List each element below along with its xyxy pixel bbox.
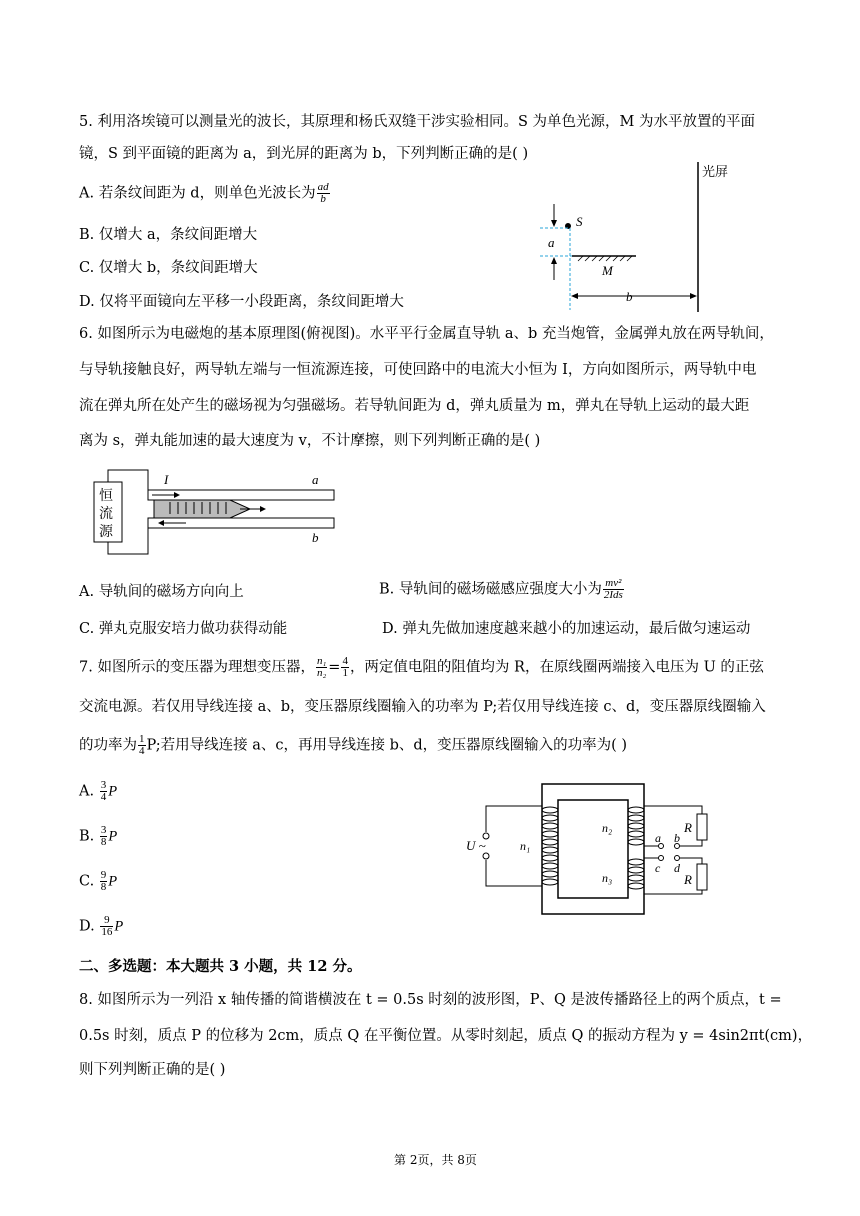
section-2-heading: 二、多选题：本大题共 3 小题，共 12 分。 <box>79 958 362 975</box>
secondary-coil-n2 <box>628 807 644 845</box>
option-label: B. <box>79 828 99 845</box>
resistor-r1 <box>697 814 707 840</box>
q7-line2: 交流电源。若仅用导线连接 a、b，变压器原线圈输入的功率为 P;若仅用导线连接 c、d，变压器原线圈输入 <box>79 699 766 715</box>
q5-option-a-fraction <box>317 182 330 205</box>
q7-option-c <box>79 870 117 893</box>
frac-num: mv² <box>603 578 624 590</box>
primary-wire-bottom <box>486 860 542 886</box>
source-label-2: 流 <box>99 507 113 522</box>
q6-option-b <box>379 578 625 601</box>
option-fraction <box>100 825 108 848</box>
q6-railgun-figure <box>90 462 350 562</box>
frac-num: 9 <box>100 869 107 881</box>
q6-option-a: A. 导轨间的磁场方向向上 <box>79 584 244 600</box>
q7-line1 <box>79 656 764 679</box>
q6-line3: 流在弹丸所在处产生的磁场视为匀强磁场。若导轨间距为 d，弹丸质量为 m，弹丸在导轨上运动的最大距 <box>79 398 750 414</box>
resistor-r2-label: R <box>684 872 692 887</box>
n2-label: n₂ <box>602 821 613 835</box>
secondary-coil-n3 <box>628 859 644 889</box>
q8-line2: 0.5s 时刻，质点 P 的位移为 2cm，质点 Q 在平衡位置。从零时刻起，质点 Q 的振动方程为 y = 4sin2πt(cm)， <box>79 1028 813 1044</box>
terminal-c <box>659 856 664 861</box>
option-tail: P <box>108 873 118 890</box>
q7-line1-b: ，两定值电阻的阻值均为 R，在原线圈两端接入电压为 U 的正弦 <box>349 659 764 676</box>
distance-b-label: b <box>626 289 633 304</box>
voltage-u-label: U ~ <box>466 838 486 853</box>
frac-num: 4 <box>342 655 348 667</box>
q6-option-c: C. 弹丸克服安培力做功获得动能 <box>79 621 288 637</box>
resistor-r1-label: R <box>684 820 692 835</box>
arrowhead <box>260 506 266 512</box>
q8-line1: 8. 如图所示为一列沿 x 轴传播的简谐横波在 t = 0.5s 时刻的波形图，P、Q 是波传播路径上的两个质点，t = <box>79 992 782 1008</box>
terminal-d <box>675 856 680 861</box>
core-inner <box>558 800 628 898</box>
q5-option-a <box>79 182 331 205</box>
option-label: D. <box>79 918 100 935</box>
q5-option-c: C. 仅增大 b，条纹间距增大 <box>79 260 258 276</box>
option-tail: P <box>108 783 118 800</box>
source-label-1: 恒 <box>99 489 113 504</box>
primary-wire-top <box>486 806 542 832</box>
option-fraction <box>100 870 108 893</box>
arrowhead <box>571 293 578 299</box>
terminal-b-label: b <box>674 831 680 845</box>
q6-option-d: D. 弹丸先做加速度越来越小的加速运动，最后做匀速运动 <box>382 621 751 637</box>
mirror-m-label: M <box>602 263 613 278</box>
frac-num: n₁ <box>316 655 327 667</box>
arrowhead <box>551 220 557 227</box>
q8-line3: 则下列判断正确的是( ) <box>79 1062 226 1078</box>
frac-num: 3 <box>100 824 107 836</box>
q5-option-b: B. 仅增大 a，条纹间距增大 <box>79 227 258 243</box>
frac-num: 1 <box>139 733 145 745</box>
q5-line2: 镜，S 到平面镜的距离为 a，到光屏的距离为 b，下列判断正确的是( ) <box>79 146 529 162</box>
q5-lloyd-mirror-figure <box>530 158 730 318</box>
q7-option-a <box>79 780 117 803</box>
frac-den: 8 <box>100 836 107 848</box>
source-s-label: S <box>576 214 583 229</box>
page-footer: 第 2页，共 8页 <box>394 1153 477 1167</box>
frac-num: 3 <box>100 779 107 791</box>
q7-option-b <box>79 825 117 848</box>
q7-option-d <box>79 915 123 938</box>
frac-den: b <box>320 193 326 205</box>
n1-label: n₁ <box>520 839 531 853</box>
terminal-u-bottom <box>483 853 489 859</box>
rail-b-label: b <box>312 530 319 545</box>
n3-label: n₃ <box>602 871 613 885</box>
frac-den: 16 <box>101 926 113 938</box>
q6-option-b-fraction <box>603 578 624 601</box>
current-i-label: I <box>164 472 169 487</box>
option-tail: P <box>114 918 124 935</box>
frac-den: 2Ids <box>603 589 623 601</box>
distance-a-label: a <box>548 235 555 250</box>
q6-line2: 与导轨接触良好，两导轨左端与一恒流源连接，可使回路中的电流大小恒为 I，方向如图所示，两导轨中电 <box>79 362 757 378</box>
primary-coil <box>542 807 558 885</box>
q7-line3 <box>79 734 627 757</box>
frac-den: 1 <box>342 667 348 679</box>
terminal-a-label: a <box>655 831 661 845</box>
q6-line4: 离为 s，弹丸能加速的最大速度为 v，不计摩擦，则下列判断正确的是( ) <box>79 433 541 449</box>
q5-line1: 5. 利用洛埃镜可以测量光的波长，其原理和杨氏双缝干涉实验相同。S 为单色光源，M 为水平放置的平面 <box>79 114 755 130</box>
q7-transformer-figure <box>462 780 722 920</box>
arrowhead <box>690 293 697 299</box>
option-fraction <box>100 915 113 938</box>
frac-num: ad <box>317 181 329 193</box>
screen-label: 光屏 <box>702 164 729 179</box>
option-label: C. <box>79 873 99 890</box>
arrowhead <box>551 257 557 264</box>
q5-option-d: D. 仅将平面镜向左平移一小段距离，条纹间距增大 <box>79 294 404 310</box>
rail-a-label: a <box>312 472 319 487</box>
n3-wire-r2-top <box>680 858 702 864</box>
terminal-c-label: c <box>655 861 661 875</box>
frac-den: 8 <box>100 881 107 893</box>
source-label-3: 源 <box>99 525 113 540</box>
frac-den: 4 <box>100 791 107 803</box>
n3-wire-bottom <box>644 890 702 894</box>
resistor-r2 <box>697 864 707 890</box>
option-tail: P <box>108 828 118 845</box>
terminal-d-label: d <box>674 861 680 875</box>
frac-num: 9 <box>100 915 113 927</box>
q7-line1-a: 7. 如图所示的变压器为理想变压器， <box>79 659 315 676</box>
q6-option-b-text: B. 导轨间的磁场磁感应强度大小为 <box>379 581 602 598</box>
option-fraction <box>100 780 108 803</box>
frac-den: 4 <box>139 745 145 757</box>
n2-wire-top <box>644 806 702 814</box>
q7-line3-a: 的功率为 <box>79 737 137 754</box>
q7-line3-fraction <box>138 734 146 757</box>
q7-ratio-n <box>316 656 327 679</box>
frac-den: n₂ <box>316 667 327 679</box>
q7-ratio-value <box>341 656 349 679</box>
q7-ratio-eq: = <box>328 659 341 676</box>
option-label: A. <box>79 783 99 800</box>
q5-option-a-text: A. 若条纹间距为 d，则单色光波长为 <box>79 185 316 202</box>
q6-line1: 6. 如图所示为电磁炮的基本原理图(俯视图)。水平平行金属直导轨 a、b 充当炮管，金属弹丸放在两导轨间， <box>79 326 774 342</box>
q7-line3-b: P;若用导线连接 a、c，再用导线连接 b、d，变压器原线圈输入的功率为( ) <box>146 737 628 754</box>
n2-wire-r1-bottom <box>680 840 702 846</box>
